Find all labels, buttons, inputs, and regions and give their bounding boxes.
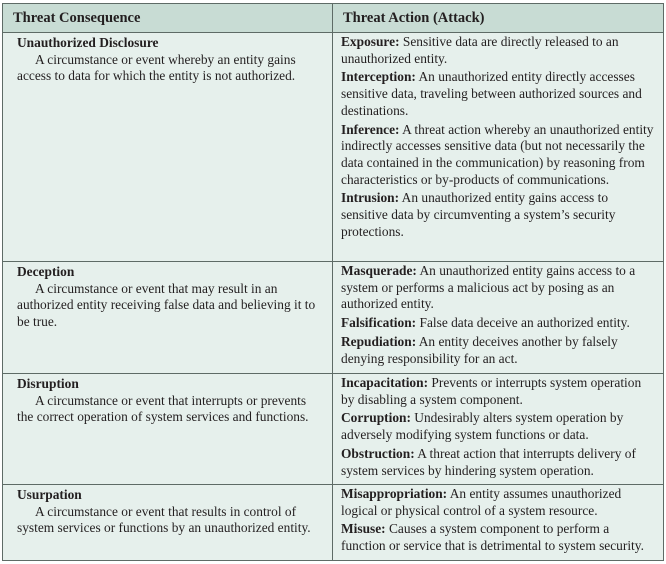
- threat-action-item: [341, 34, 657, 67]
- threat-action-item: [341, 190, 657, 240]
- threat-action-name: Repudiation:: [341, 333, 417, 349]
- table-row: [3, 485, 664, 561]
- consequence-description: A circumstance or event that results in control of system services or functions by an unauthorized entity.: [17, 503, 311, 536]
- threat-action-name: Incapacitation:: [341, 375, 429, 390]
- consequence-cell: [3, 374, 333, 485]
- threat-action-name: Misappropriation:: [341, 486, 448, 501]
- threat-action-text: Prevents or interrupts system operation by disabling a system component.: [341, 375, 642, 407]
- table-row: [3, 374, 664, 485]
- consequence-cell: [3, 33, 333, 262]
- table-header-row: [3, 4, 664, 33]
- threat-action-item: [341, 521, 657, 554]
- consequence-cell: [3, 262, 333, 374]
- threat-action-item: [341, 69, 657, 119]
- threat-action-item: [341, 446, 657, 479]
- threat-actions-cell: [333, 485, 664, 561]
- threat-actions-cell: [333, 262, 664, 374]
- threat-action-name: Corruption:: [341, 410, 411, 426]
- consequence-name: Unauthorized Disclosure: [17, 35, 159, 50]
- threat-action-item: [341, 410, 657, 443]
- table-row: [3, 33, 664, 262]
- threat-action-name: Misuse:: [341, 521, 386, 537]
- threat-action-name: Masquerade:: [341, 263, 417, 278]
- threat-action-name: Obstruction:: [341, 445, 415, 461]
- threat-action-item: [341, 263, 657, 313]
- threat-action-header: Threat Action (Attack): [333, 4, 664, 33]
- threat-consequence-table: [2, 3, 664, 561]
- threat-actions-cell: [333, 374, 664, 485]
- threat-action-item: [341, 334, 657, 367]
- threat-action-name: Intrusion:: [341, 190, 400, 206]
- threat-action-text: A threat action that interrupts delivery of system services by hindering system operation.: [341, 445, 636, 478]
- threat-actions-cell: [333, 33, 664, 262]
- threat-action-text: An unauthorized entity gains access to a system or performs a malicious act by posing as an authorized entity.: [341, 263, 636, 312]
- threat-action-text: False data deceive an authorized entity.: [419, 315, 630, 331]
- consequence-name: Usurpation: [17, 487, 82, 502]
- threat-action-text: An entity assumes unauthorized logical or physical control of a system resource.: [341, 486, 622, 518]
- threat-action-text: A threat action whereby an unauthorized entity indirectly accesses sensitive data (but not necessarily the data contained in the communication) by reasoning from characteristics or by-products of communications.: [341, 121, 654, 187]
- consequence-description: A circumstance or event that interrupts or prevents the correct operation of system services and functions.: [17, 392, 309, 425]
- threat-consequence-header: Threat Consequence: [3, 4, 333, 33]
- consequence-name: Deception: [17, 264, 75, 279]
- threat-action-text: Causes a system component to perform a function or service that is detrimental to system security.: [341, 521, 644, 554]
- threat-action-text: Undesirably alters system operation by adversely modifying system functions or data.: [341, 410, 624, 443]
- threat-action-text: An unauthorized entity gains access to sensitive data by circumventing a system’s security protections.: [341, 190, 616, 239]
- consequence-description: A circumstance or event that may result in an authorized entity receiving false data and believing it to be true.: [17, 280, 316, 330]
- threat-action-text: Sensitive data are directly released to an unauthorized entity.: [341, 34, 619, 66]
- threat-action-name: Exposure:: [341, 34, 400, 49]
- consequence-cell: [3, 485, 333, 561]
- threat-action-item: [341, 486, 657, 519]
- threat-action-name: Inference:: [341, 121, 400, 137]
- threat-action-item: [341, 122, 657, 189]
- table-row: [3, 262, 664, 374]
- threat-action-name: Interception:: [341, 69, 416, 85]
- threat-action-item: [341, 315, 657, 332]
- threat-action-name: Falsification:: [341, 315, 417, 331]
- consequence-description: A circumstance or event whereby an entity gains access to data for which the entity is not authorized.: [17, 51, 296, 84]
- threat-action-item: [341, 375, 657, 408]
- consequence-name: Disruption: [17, 376, 79, 391]
- threat-action-text: An entity deceives another by falsely denying responsibility for an act.: [341, 333, 618, 366]
- threat-action-text: An unauthorized entity directly accesses sensitive data, traveling between authorized sources and destinations.: [341, 69, 642, 118]
